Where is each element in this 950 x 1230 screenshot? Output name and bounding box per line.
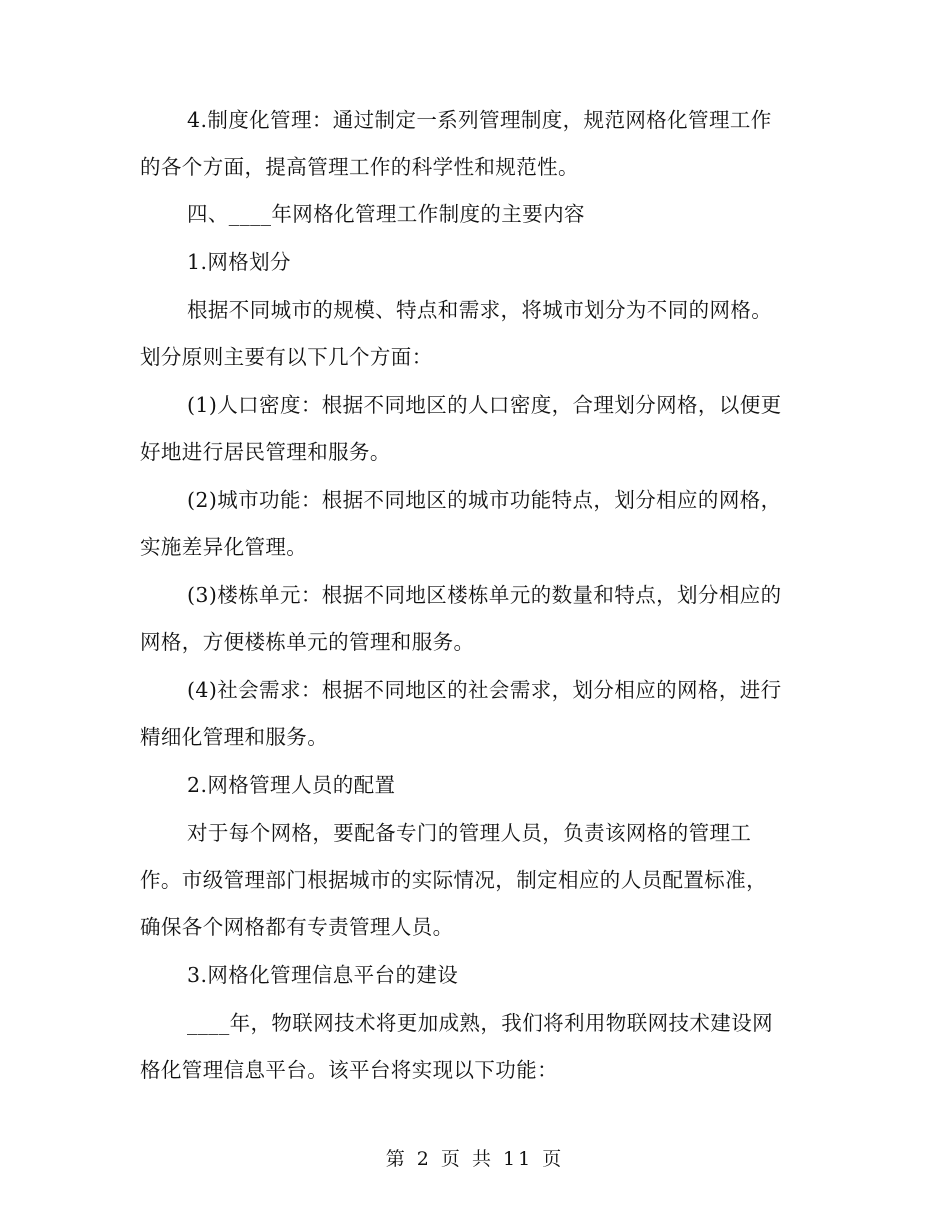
list-item-line: 精细化管理和服务。 [140,725,329,749]
list-item-line: 网格，方便楼栋单元的管理和服务。 [140,630,475,654]
list-item-line: (1)人口密度：根据不同地区的人口密度，合理划分网格，以便更 [187,393,782,417]
paragraph-line: 划分原则主要有以下几个方面： [140,345,433,369]
list-item-line: (3)楼栋单元：根据不同地区楼栋单元的数量和特点，划分相应的 [187,583,782,607]
subsection-heading: 1.网格划分 [187,250,291,274]
paragraph-line: 对于每个网格，要配备专门的管理人员，负责该网格的管理工 [187,821,752,845]
paragraph-line: 确保各个网格都有专责管理人员。 [140,915,454,939]
paragraph-line: 作。市级管理部门根据城市的实际情况，制定相应的人员配置标准， [140,868,767,892]
subsection-heading: 3.网格化管理信息平台的建设 [187,963,459,987]
paragraph-line: 根据不同城市的规模、特点和需求，将城市划分为不同的网格。 [187,298,773,322]
list-item-line: (2)城市功能：根据不同地区的城市功能特点，划分相应的网格， [187,488,782,512]
paragraph-line: 4.制度化管理：通过制定一系列管理制度，规范网格化管理工作 [187,108,772,132]
page-number-footer: 第 2 页 共 11 页 [385,1148,565,1170]
paragraph-line: 的各个方面，提高管理工作的科学性和规范性。 [140,155,579,179]
list-item-line: 实施差异化管理。 [140,535,308,559]
list-item-line: 好地进行居民管理和服务。 [140,440,391,464]
list-item-line: (4)社会需求：根据不同地区的社会需求，划分相应的网格，进行 [187,678,782,702]
section-heading: 四、____年网格化管理工作制度的主要内容 [187,202,585,226]
paragraph-line: ____年，物联网技术将更加成熟，我们将利用物联网技术建设网 [187,1011,773,1035]
paragraph-line: 格化管理信息平台。该平台将实现以下功能： [140,1058,558,1082]
subsection-heading: 2.网格管理人员的配置 [187,773,396,797]
